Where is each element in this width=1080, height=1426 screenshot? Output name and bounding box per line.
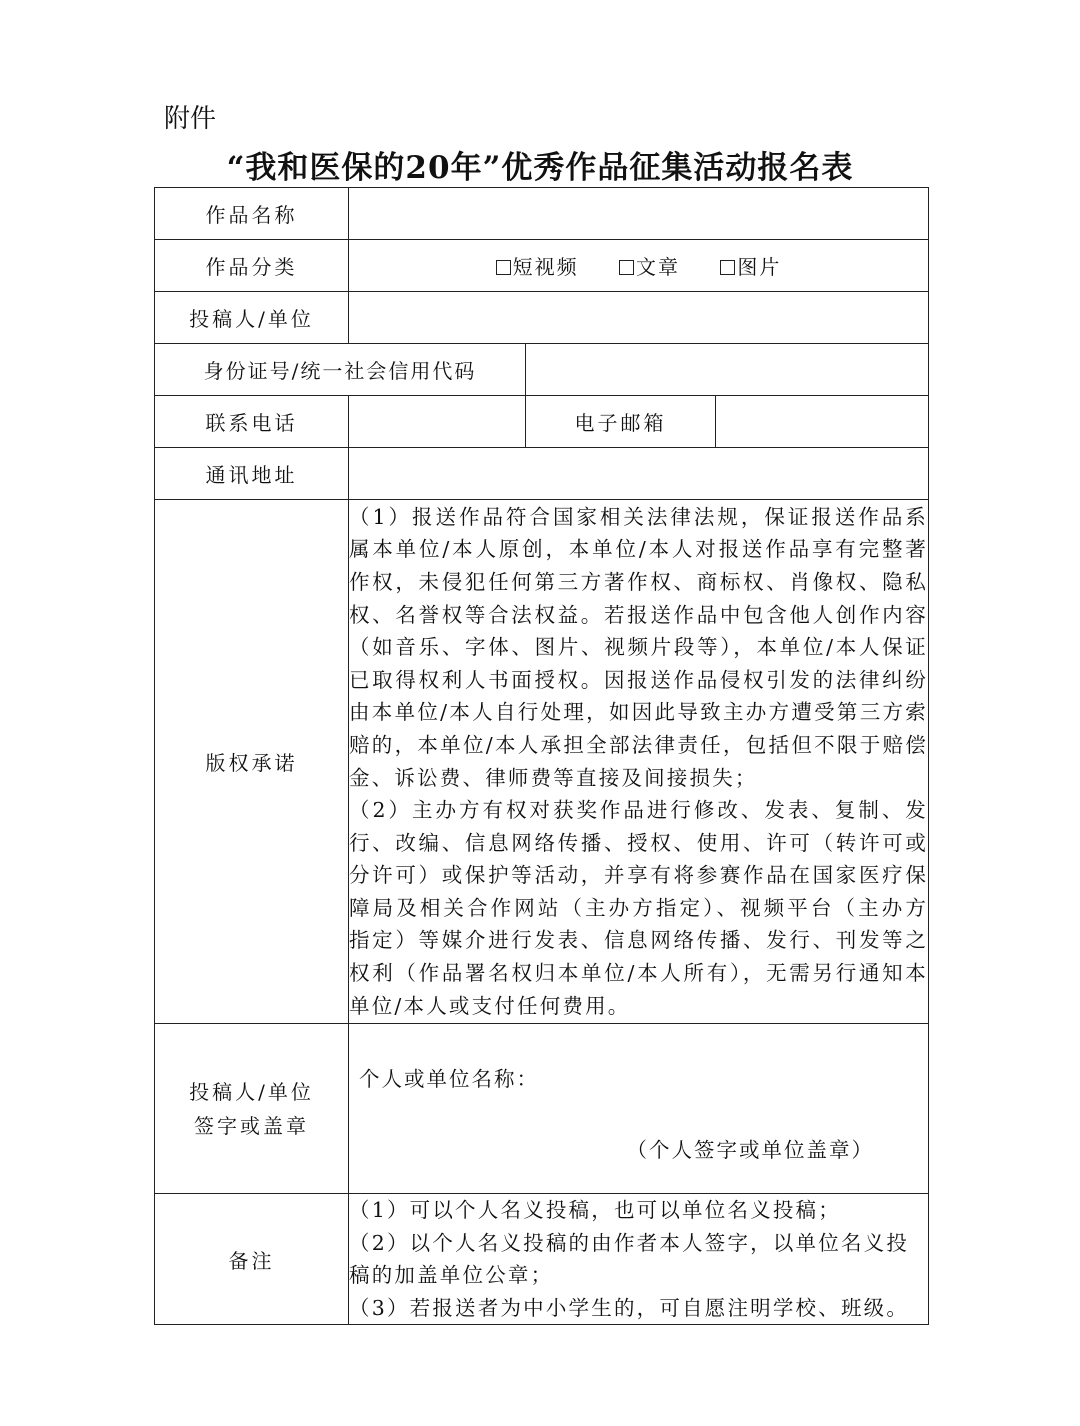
- remark-item: （3）若报送者为中小学生的，可自愿注明学校、班级。: [349, 1295, 910, 1320]
- signature-label-line2: 签字或盖章: [194, 1113, 309, 1138]
- registration-form: [154, 187, 929, 1325]
- remark-item: （2）以个人名义投稿的由作者本人签字，以单位名义投稿的加盖单位公章；: [349, 1230, 910, 1288]
- signature-field[interactable]: [349, 1024, 929, 1194]
- category-option-label: 文章: [636, 255, 680, 279]
- row-address: [155, 448, 929, 500]
- form-title: “我和医保的20年”优秀作品征集活动报名表: [226, 150, 854, 186]
- category-option-article[interactable]: [619, 255, 680, 279]
- submitter-field[interactable]: [349, 292, 929, 344]
- checkbox-icon[interactable]: [496, 260, 511, 275]
- work-name-label: 作品名称: [155, 188, 349, 240]
- category-label: 作品分类: [155, 240, 349, 292]
- signature-note: （个人签字或单位盖章）: [626, 1138, 875, 1162]
- row-copyright: [155, 500, 929, 1024]
- remark-item: （1）可以个人名义投稿，也可以单位名义投稿；: [349, 1198, 841, 1222]
- row-remarks: [155, 1194, 929, 1325]
- address-label: 通讯地址: [155, 448, 349, 500]
- category-option-short-video[interactable]: [496, 255, 579, 279]
- address-field[interactable]: [349, 448, 929, 500]
- signature-name-label: 个人或单位名称：: [359, 1067, 539, 1091]
- id-label: 身份证号/统一社会信用代码: [155, 344, 526, 396]
- row-id: [155, 344, 929, 396]
- category-option-image[interactable]: [720, 255, 781, 279]
- copyright-label: 版权承诺: [155, 500, 349, 1024]
- category-option-label: 图片: [737, 255, 782, 279]
- row-contact: [155, 396, 929, 448]
- attachment-label: 附件: [164, 104, 217, 134]
- submitter-label: 投稿人/单位: [155, 292, 349, 344]
- row-signature: [155, 1024, 929, 1194]
- remarks-label: 备注: [155, 1194, 349, 1325]
- copyright-statement: [349, 500, 929, 1024]
- copyright-clause-2: （2）主办方有权对获奖作品进行修改、发表、复制、发行、改编、信息网络传播、授权、使用、许可（转许可或分许可）或保护等活动，并享有将参赛作品在国家医疗保障局及相关合作网站（主办方指定）、视频平台（主办方指定）等媒介进行发表、信息网络传播、发行、刊发等之权利（作品署名权归本单位/本人所有），无需另行通知本单位/本人或支付任何费用。: [349, 798, 929, 1018]
- row-category: [155, 240, 929, 292]
- row-work-name: [155, 188, 929, 240]
- category-option-label: 短视频: [512, 255, 579, 279]
- category-options: [349, 240, 929, 292]
- phone-field[interactable]: [349, 396, 526, 448]
- email-label: 电子邮箱: [526, 396, 716, 448]
- email-field[interactable]: [716, 396, 929, 448]
- row-submitter: [155, 292, 929, 344]
- signature-label: [155, 1024, 349, 1194]
- remarks-list: [349, 1194, 929, 1325]
- id-field[interactable]: [526, 344, 929, 396]
- checkbox-icon[interactable]: [619, 260, 634, 275]
- copyright-clause-1: （1）报送作品符合国家相关法律法规，保证报送作品系属本单位/本人原创，本单位/本人对报送作品享有完整著作权，未侵犯任何第三方著作权、商标权、肖像权、隐私权、名誉权等合法权益。若报送作品中包含他人创作内容（如音乐、字体、图片、视频片段等），本单位/本人保证已取得权利人书面授权。因报送作品侵权引发的法律纠纷由本单位/本人自行处理，如因此导致主办方遭受第三方索赔的，本单位/本人承担全部法律责任，包括但不限于赔偿金、诉讼费、律师费等直接及间接损失；: [349, 504, 929, 790]
- phone-label: 联系电话: [155, 396, 349, 448]
- signature-label-line1: 投稿人/单位: [189, 1079, 314, 1104]
- checkbox-icon[interactable]: [720, 260, 735, 275]
- work-name-field[interactable]: [349, 188, 929, 240]
